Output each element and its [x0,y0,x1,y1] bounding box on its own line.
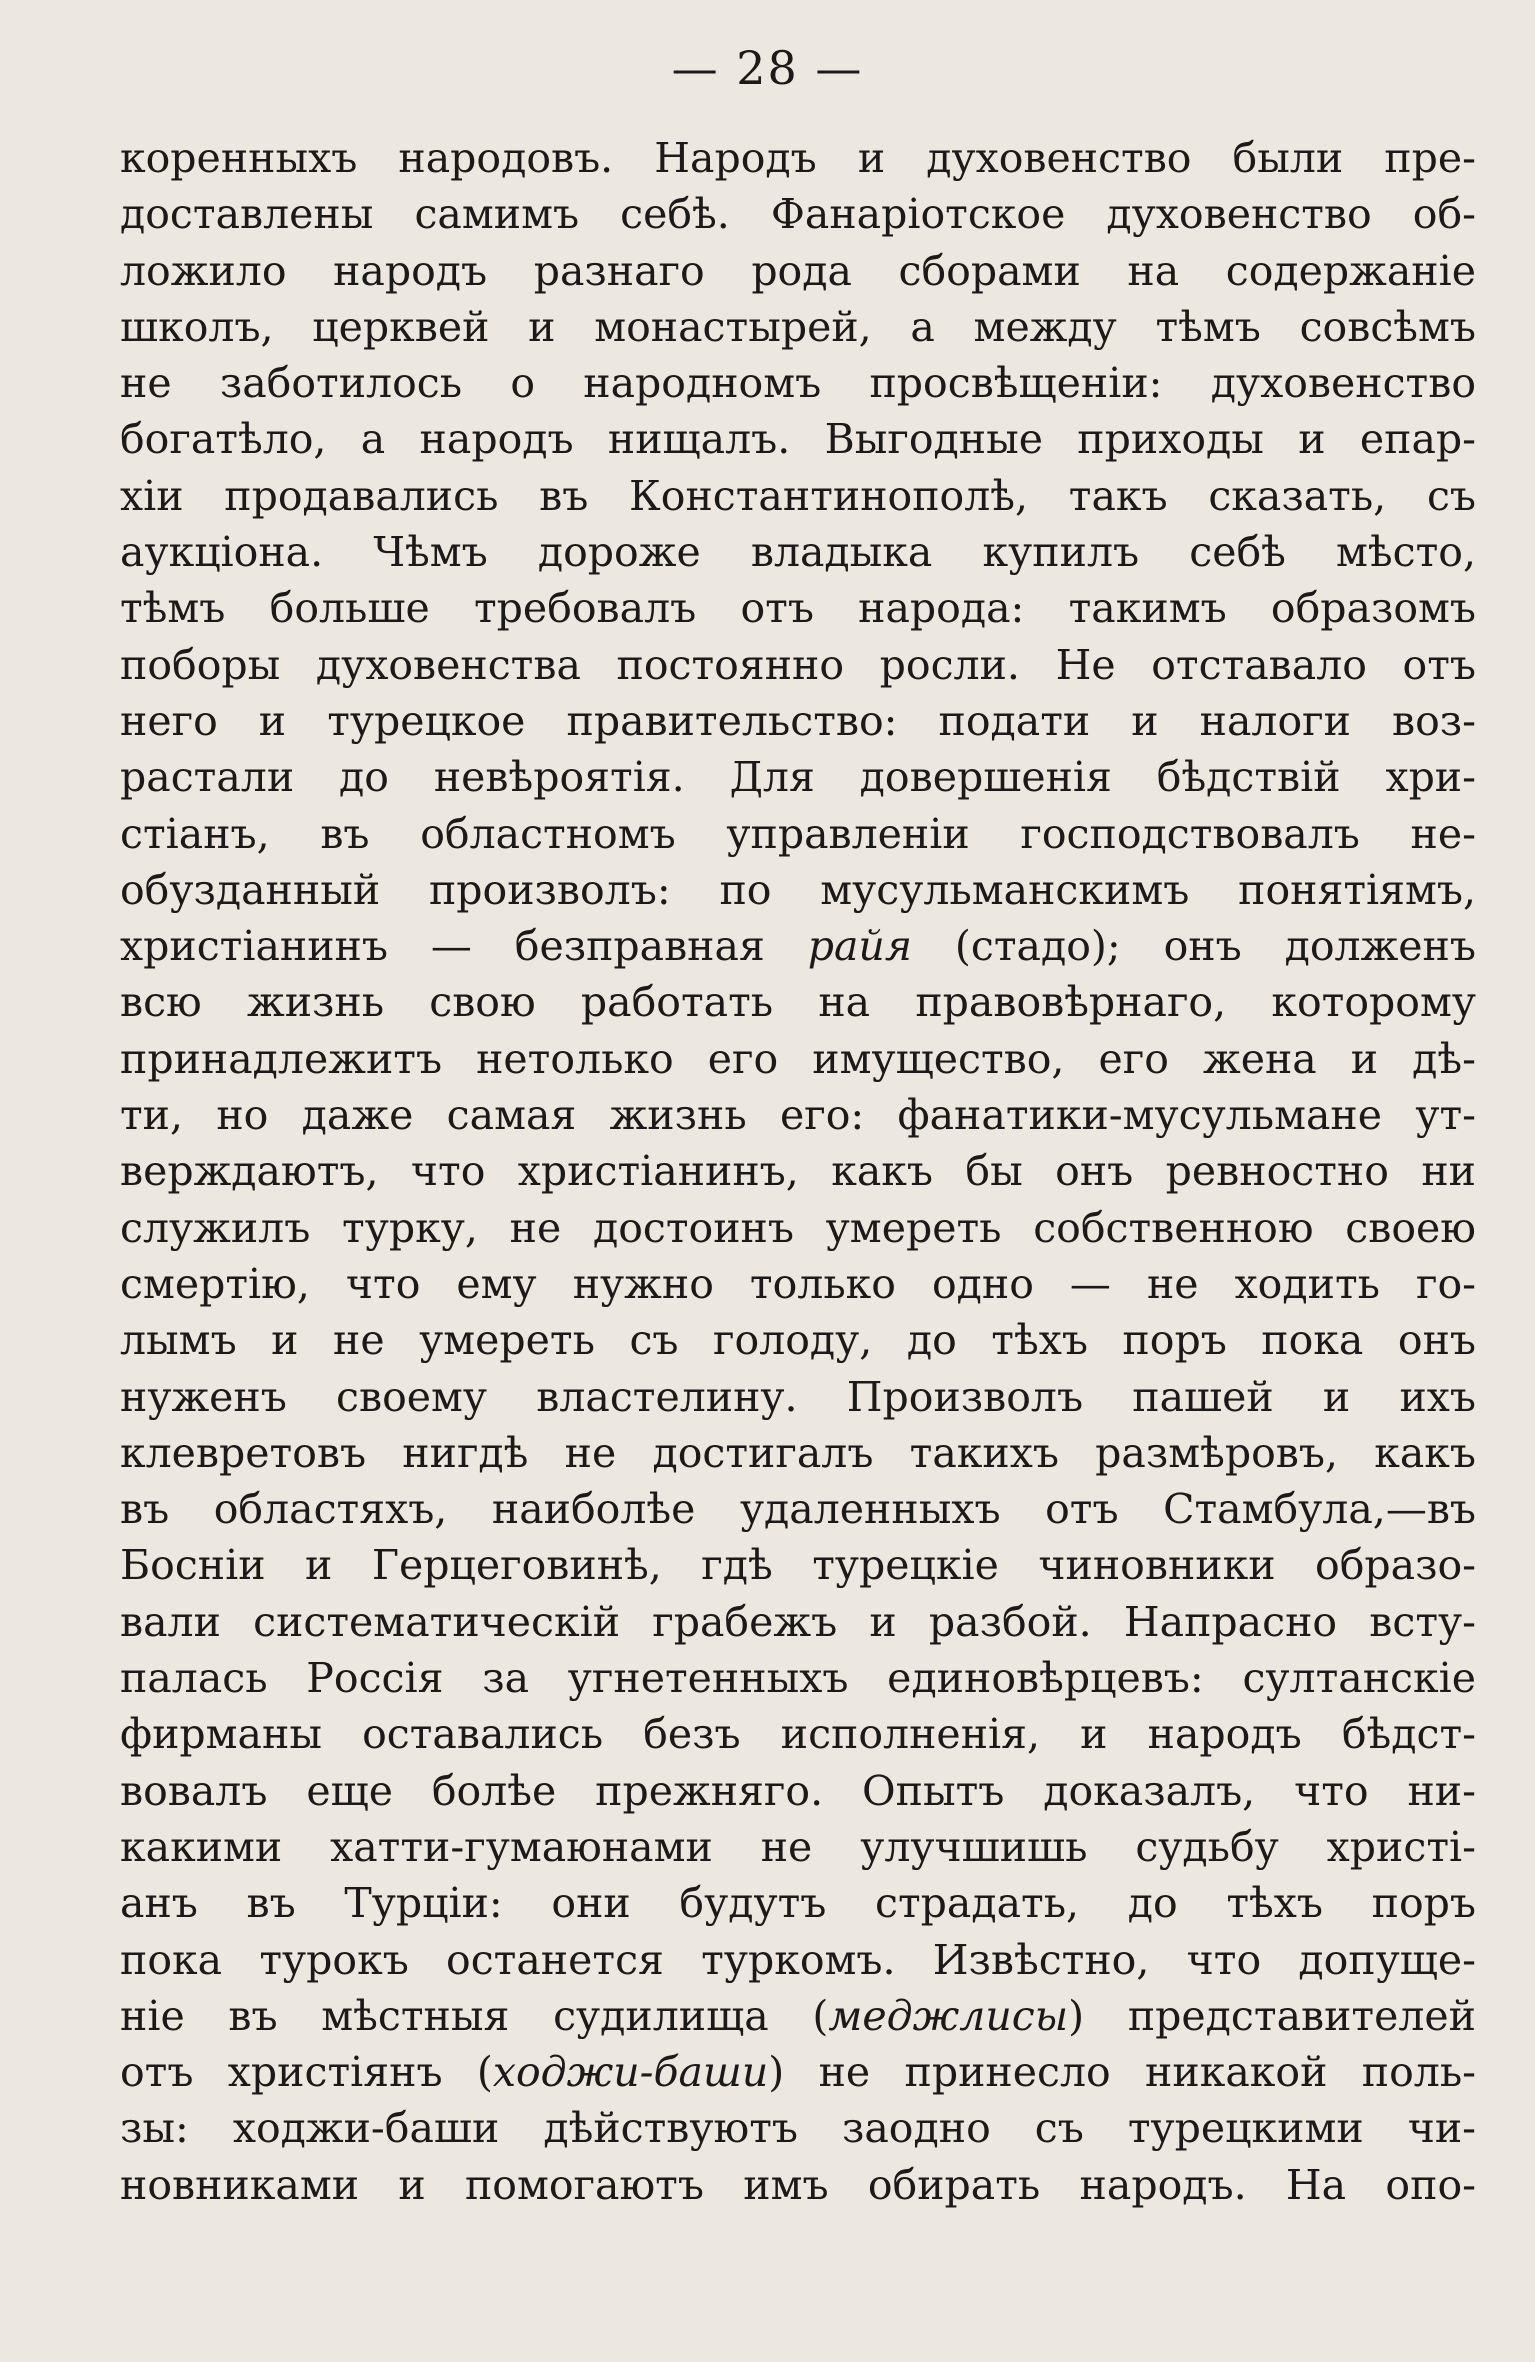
text-line: служилъ турку, не достоинъ умереть собственною своею [120,1203,1476,1252]
text-line: Босніи и Герцеговинѣ, гдѣ турецкіе чиновники образо- [120,1541,1476,1590]
text-line: коренныхъ народовъ. Народъ и духовенство были пре- [120,134,1476,182]
text-line: въ областяхъ, наиболѣе удаленныхъ отъ Стамбула,—въ [120,1485,1476,1534]
text-line: палась Россія за угнетенныхъ единовѣрцевъ: султанскіе [120,1654,1476,1703]
text-line: фирманы оставались безъ исполненія, и народъ бѣдст- [120,1710,1476,1759]
text-line: пока турокъ останется туркомъ. Извѣстно, что допуще- [120,1935,1476,1984]
text-line: ложило народъ разнаго рода сборами на содержаніе [120,246,1476,295]
text-line: принадлежитъ нетолько его имущество, его жена и дѣ- [120,1034,1476,1083]
text-line: нуженъ своему властелину. Произволъ пашей и ихъ [120,1372,1476,1421]
text-line: богатѣло, а народъ нищалъ. Выгодные приходы и епар- [120,415,1476,464]
text-line-mixed: отъ христіянъ (ходжи-баши) не принесло никакой поль- [120,2048,1476,2097]
text-line: какими хатти-гумаюнами не улучшишь судьбу христі- [120,1822,1476,1871]
text-line: новниками и помогаютъ имъ обирать народъ. На опо- [120,2160,1476,2209]
text-body [120,130,1476,2213]
text-line: верждаютъ, что христіанинъ, какъ бы онъ ревностно ни [120,1147,1476,1196]
text-line: анъ въ Турціи: они будутъ страдать, до тѣхъ поръ [120,1879,1476,1928]
text-line: вовалъ еще болѣе прежняго. Опытъ доказалъ, что ни- [120,1766,1476,1815]
text-line: смертію, что ему нужно только одно — не ходить го- [120,1259,1476,1308]
text-line: стіанъ, въ областномъ управленіи господствовалъ не- [120,809,1476,858]
text-fragment: ніе въ мѣстныя судилища [120,1991,769,2040]
text-line: него и турецкое правительство: подати и налоги воз- [120,696,1476,745]
text-line: клевретовъ нигдѣ не достигалъ такихъ размѣровъ, какъ [120,1428,1476,1477]
text-line: лымъ и не умереть съ голоду, до тѣхъ поръ пока онъ [120,1316,1476,1365]
page-number: — 28 — [671,41,864,95]
text-fragment: отъ христіянъ [120,2048,443,2097]
text-line: вали систематическій грабежъ и разбой. Напрасно всту- [120,1597,1476,1646]
text-fragment: (стадо); онъ долженъ [954,922,1476,971]
italic-term: меджлисы [828,1991,1069,2040]
text-line: поборы духовенства постоянно росли. Не отставало отъ [120,640,1476,689]
text-line: не заботилось о народномъ просвѣщеніи: духовенство [120,359,1476,408]
text-fragment: христіанинъ — безправная [120,922,765,971]
italic-term: райя [807,922,912,971]
text-line: зы: ходжи-баши дѣйствуютъ заодно съ турецкими чи- [120,2104,1476,2153]
italic-term: ходжи-баши [492,2048,769,2097]
text-line-mixed: ніе въ мѣстныя судилища (меджлисы) представителей [120,1991,1476,2040]
text-line: хіи продавались въ Константинополѣ, такъ сказать, съ [120,471,1476,520]
text-line: школъ, церквей и монастырей, а между тѣмъ совсѣмъ [120,302,1476,351]
text-line: всю жизнь свою работать на правовѣрнаго, которому [120,978,1476,1027]
text-line: растали до невѣроятія. Для довершенія бѣдствій хри- [120,753,1476,802]
text-fragment: представителей [1127,1991,1476,2040]
text-line: тѣмъ больше требовалъ отъ народа: такимъ образомъ [120,584,1476,633]
text-line: ти, но даже самая жизнь его: фанатики-мусульмане ут- [120,1091,1476,1140]
text-line: обузданный произволъ: по мусульманскимъ понятіямъ, [120,865,1476,914]
text-fragment: не принесло никакой поль- [818,2048,1476,2097]
text-line-mixed [120,918,1476,974]
text-line: аукціона. Чѣмъ дороже владыка купилъ себѣ мѣсто, [120,528,1476,577]
text-line: доставлены самимъ себѣ. Фанаріотское духовенство об- [120,190,1476,239]
